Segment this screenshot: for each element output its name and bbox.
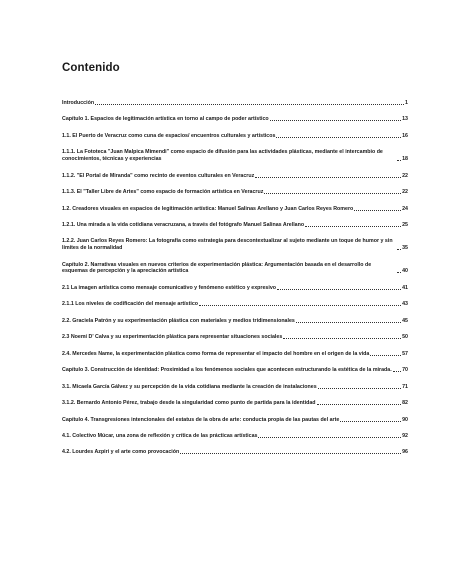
toc-entry-page-number: 13 (402, 116, 408, 123)
toc-entry-page-number: 71 (402, 383, 408, 390)
toc-entry[interactable] (62, 334, 408, 341)
toc-entry-title: 2.2. Graciela Patrón y su experimentación plástica con materiales y medios tridimensionales (62, 317, 295, 324)
toc-heading: Contenido (62, 62, 120, 74)
dot-leader (354, 210, 401, 211)
toc-entry-page-number: 70 (402, 367, 408, 374)
toc-entry-title: Capítulo 3. Construcción de identidad: Proximidad a los fenómenos sociales que acontecen estructurando la estética de la mirada. (62, 367, 392, 374)
toc-entry-title: 1.2.1. Una mirada a la vida cotidiana veracruzana, a través del fotógrafo Manuel Salinas Arellano (62, 221, 305, 228)
toc-entry[interactable] (62, 449, 408, 456)
dot-leader (296, 322, 401, 323)
toc-entry-page-number: 16 (402, 132, 408, 139)
toc-entry[interactable] (62, 318, 408, 325)
toc-entry-title: 1.1. El Puerto de Veracruz como cuna de espacios/ encuentros culturales y artísticos (62, 132, 276, 139)
toc-entry-title: Capítulo 4. Transgresiones intencionales del estatus de la obra de arte: conducta propia de las pautas del arte (62, 416, 340, 423)
toc-entry-page-number: 50 (402, 334, 408, 341)
dot-leader (264, 193, 401, 194)
toc-entry-page-number: 1 (405, 100, 408, 106)
dot-leader (277, 289, 401, 290)
toc-entry-page-number: 25 (402, 221, 408, 228)
toc-entry-title: 1.1.1. La Fototeca "Juan Malpica Mimendi" como espacio de difusión para las actividades plásticas, mediante el intercambio de conocimientos, técnicas y experiencias (62, 149, 383, 163)
toc-entry[interactable] (62, 189, 408, 196)
toc-entry[interactable] (62, 417, 408, 424)
dot-leader (393, 371, 401, 372)
toc-entry[interactable] (62, 285, 408, 292)
toc-entry[interactable] (62, 400, 408, 407)
dot-leader (340, 421, 401, 422)
toc-entry-page-number: 82 (402, 400, 408, 407)
toc-entry-title: 2.1 La imagen artística como mensaje comunicativo y fenómeno estético y expresivo (62, 284, 277, 291)
dot-leader (180, 453, 401, 454)
toc-entry[interactable] (62, 433, 408, 440)
dot-leader (95, 104, 404, 105)
toc-entry-title: 2.3 Noemí D' Calva y su experimentación plástica para representar situaciones sociales (62, 334, 283, 341)
dot-leader (255, 177, 401, 178)
toc-entry-title: Capítulo 2. Narrativas visuales en nuevos criterios de experimentación plástica: Argumentación basada en el desarrollo de esquemas de percepción y la apreciación artística (62, 261, 372, 275)
toc-entry[interactable] (62, 222, 408, 229)
toc-entry[interactable] (62, 149, 408, 162)
dot-leader (270, 120, 401, 121)
toc-entry-page-number: 41 (402, 284, 408, 291)
toc-entry-page-number: 18 (402, 156, 408, 163)
dot-leader (258, 437, 401, 438)
toc-entry-page-number: 35 (402, 245, 408, 252)
toc-entry-page-number: 24 (402, 205, 408, 212)
toc-entry-page-number: 92 (402, 432, 408, 439)
toc-entry-title: Capítulo 1. Espacios de legitimación artística en torno al campo de poder artístico (62, 116, 269, 123)
toc-entry-title: 4.2. Lourdes Azpiri y el arte como provocación (62, 449, 180, 456)
toc-entry-title: 4.1. Colectivo Múcar, una zona de reflexión y crítica de las prácticas artísticas (62, 432, 258, 439)
toc-entry-title: 3.1.2. Bernardo Antonio Pérez, trabajo desde la singularidad como punto de partida para la identidad (62, 400, 316, 407)
toc-entry-page-number: 45 (402, 317, 408, 324)
toc-entry[interactable] (62, 301, 408, 308)
toc-entry-page-number: 43 (402, 301, 408, 308)
table-of-contents (62, 100, 408, 466)
dot-leader (318, 388, 401, 389)
toc-entry[interactable] (62, 206, 408, 213)
toc-entry-title: 3.1. Micaela García Gálvez y su percepción de la vida cotidiana mediante la creación de instalaciones (62, 383, 317, 390)
toc-entry[interactable] (62, 351, 408, 358)
toc-entry-title: 1.1.2. "El Portal de Miranda" como recinto de eventos culturales en Veracruz (62, 172, 255, 179)
toc-entry-title: 1.2.2. Juan Carlos Reyes Romero: La fotografía como estrategia para descontextualizar al sujeto mediante un toque de humor y sin límites de la normalidad (62, 238, 393, 252)
toc-entry-page-number: 40 (402, 268, 408, 275)
toc-entry-title: 1.2. Creadores visuales en espacios de legitimación artística: Manuel Salinas Arellano y Juan Carlos Reyes Romero (62, 205, 354, 212)
toc-entry[interactable] (62, 367, 408, 374)
toc-entry[interactable] (62, 173, 408, 180)
dot-leader (370, 355, 401, 356)
dot-leader (397, 160, 401, 161)
dot-leader (199, 305, 401, 306)
toc-entry-title: 2.4. Mercedes Name, la experimentación plástica como forma de representar el impacto del hombre en el origen de la vida (62, 350, 370, 357)
toc-entry-title: 1.1.3. El "Taller Libre de Artes" como espacio de formación artística en Veracruz (62, 189, 264, 196)
toc-entry-title: Introducción (62, 100, 95, 106)
toc-entry-page-number: 57 (402, 350, 408, 357)
toc-entry[interactable] (62, 262, 408, 275)
dot-leader (317, 404, 402, 405)
toc-entry-page-number: 22 (402, 189, 408, 196)
toc-entry[interactable] (62, 384, 408, 391)
dot-leader (276, 137, 401, 138)
toc-entry-page-number: 90 (402, 416, 408, 423)
dot-leader (283, 338, 401, 339)
toc-entry[interactable] (62, 100, 408, 107)
toc-entry[interactable] (62, 133, 408, 140)
toc-entry-title: 2.1.1 Los niveles de codificación del mensaje artístico (62, 301, 199, 308)
dot-leader (305, 226, 401, 227)
toc-entry-page-number: 22 (402, 172, 408, 179)
dot-leader (397, 249, 401, 250)
toc-entry[interactable] (62, 238, 408, 251)
dot-leader (397, 272, 401, 273)
toc-entry[interactable] (62, 116, 408, 123)
toc-entry-page-number: 96 (402, 449, 408, 456)
